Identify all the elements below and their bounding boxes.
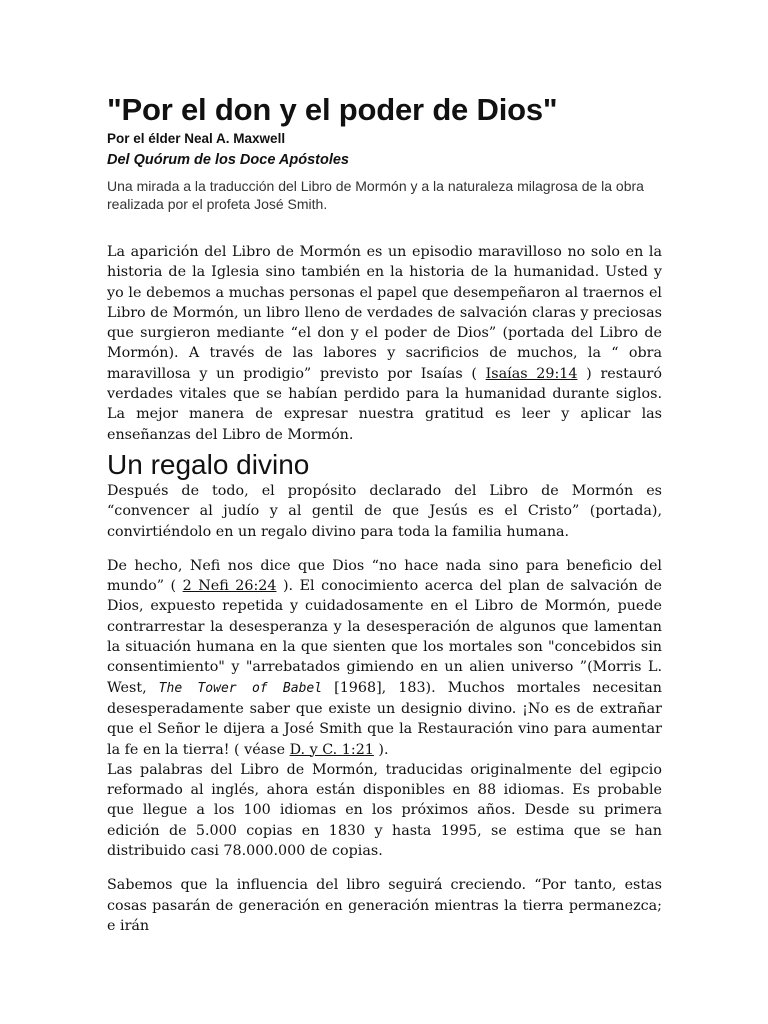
paragraph-3-text-c: [1968], 183). Muchos mortales necesitan desesperadamente saber que existe un designio divino. ¡No es de extrañar que el Señor le dijera a José Smith que la Restauración vino para aumentar la fe en la tierra! ( véase xyxy=(107,679,662,758)
document-page xyxy=(107,92,662,936)
intro-summary: Una mirada a la traducción del Libro de Mormón y a la naturaleza milagrosa de la obra realizada por el profeta José Smith. xyxy=(107,178,644,212)
paragraph-4: Las palabras del Libro de Mormón, traducidas originalmente del egipcio reformado al inglés, ahora están disponibles en 88 idiomas. Es probable que llegue a los 100 idiomas en los próximos años. Desde su primera edición de 5.000 copias en 1830 y hasta 1995, se estima que se han distribuido casi 78.000.000 de copias. xyxy=(107,761,662,860)
author-line: Por el élder Neal A. Maxwell xyxy=(107,131,286,146)
paragraph-2: Después de todo, el propósito declarado del Libro de Mormón es “convencer al judío y al gentil de que Jesús es el Cristo” (portada), convirtiéndolo en un regalo divino para toda la familia humana. xyxy=(107,482,662,540)
paragraph-3-text-d: ). xyxy=(373,741,389,758)
book-title: The Tower of Babel xyxy=(158,680,323,696)
paragraph-3-text-b: ). El conocimiento acerca del plan de salvación de Dios, expuesto repetida y cuidadosamente en el Libro de Mormón, puede contrarrestar la desesperanza y la desesperación de algunos que lamentan la situación humana en la que sienten que los mortales son "concebidos sin consentimiento" y "arrebatados gimiendo en un alien universo ”(Morris L. West, xyxy=(107,578,662,696)
paragraph-1-text-b: ) restauró verdades vitales que se habían perdido para la humanidad durante siglos. La mejor manera de expresar nuestra gratitud es leer y aplicar las enseñanzas del Libro de Mormón. xyxy=(107,365,662,443)
scripture-link-dyc[interactable]: D. y C. 1:21 xyxy=(289,741,374,758)
scripture-link-2-nefi[interactable]: 2 Nefi 26:24 xyxy=(182,578,277,595)
section-heading: Un regalo divino xyxy=(107,448,310,480)
paragraph-5: Sabemos que la influencia del libro seguirá creciendo. “Por tanto, estas cosas pasarán de generación en generación mientras la tierra permanezca; e irán xyxy=(107,877,662,934)
paragraph-1-text-a: La aparición del Libro de Mormón es un episodio maravilloso no solo en la historia de la Iglesia sino también en la historia de la humanidad. Usted y yo le debemos a muchas personas el papel que desempeñaron al traernos el Libro de Mormón, un libro lleno de verdades de salvación claras y preciosas que surgieron mediante “el don y el poder de Dios” (portada del Libro de Mormón). A través de las labores y sacrificios de muchos, la “ obra maravillosa y un prodigio” previsto por Isaías ( xyxy=(107,244,662,382)
page-title: "Por el don y el poder de Dios" xyxy=(107,92,558,127)
paragraph-3-text-a: De hecho, Nefi nos dice que Dios “no hace nada sino para beneficio del mundo” ( xyxy=(107,557,662,595)
paragraph-1 xyxy=(107,242,662,445)
scripture-link-isaias[interactable]: Isaías 29:14 xyxy=(485,365,578,382)
quorum-line: Del Quórum de los Doce Apóstoles xyxy=(107,152,349,168)
paragraph-3 xyxy=(107,556,662,760)
